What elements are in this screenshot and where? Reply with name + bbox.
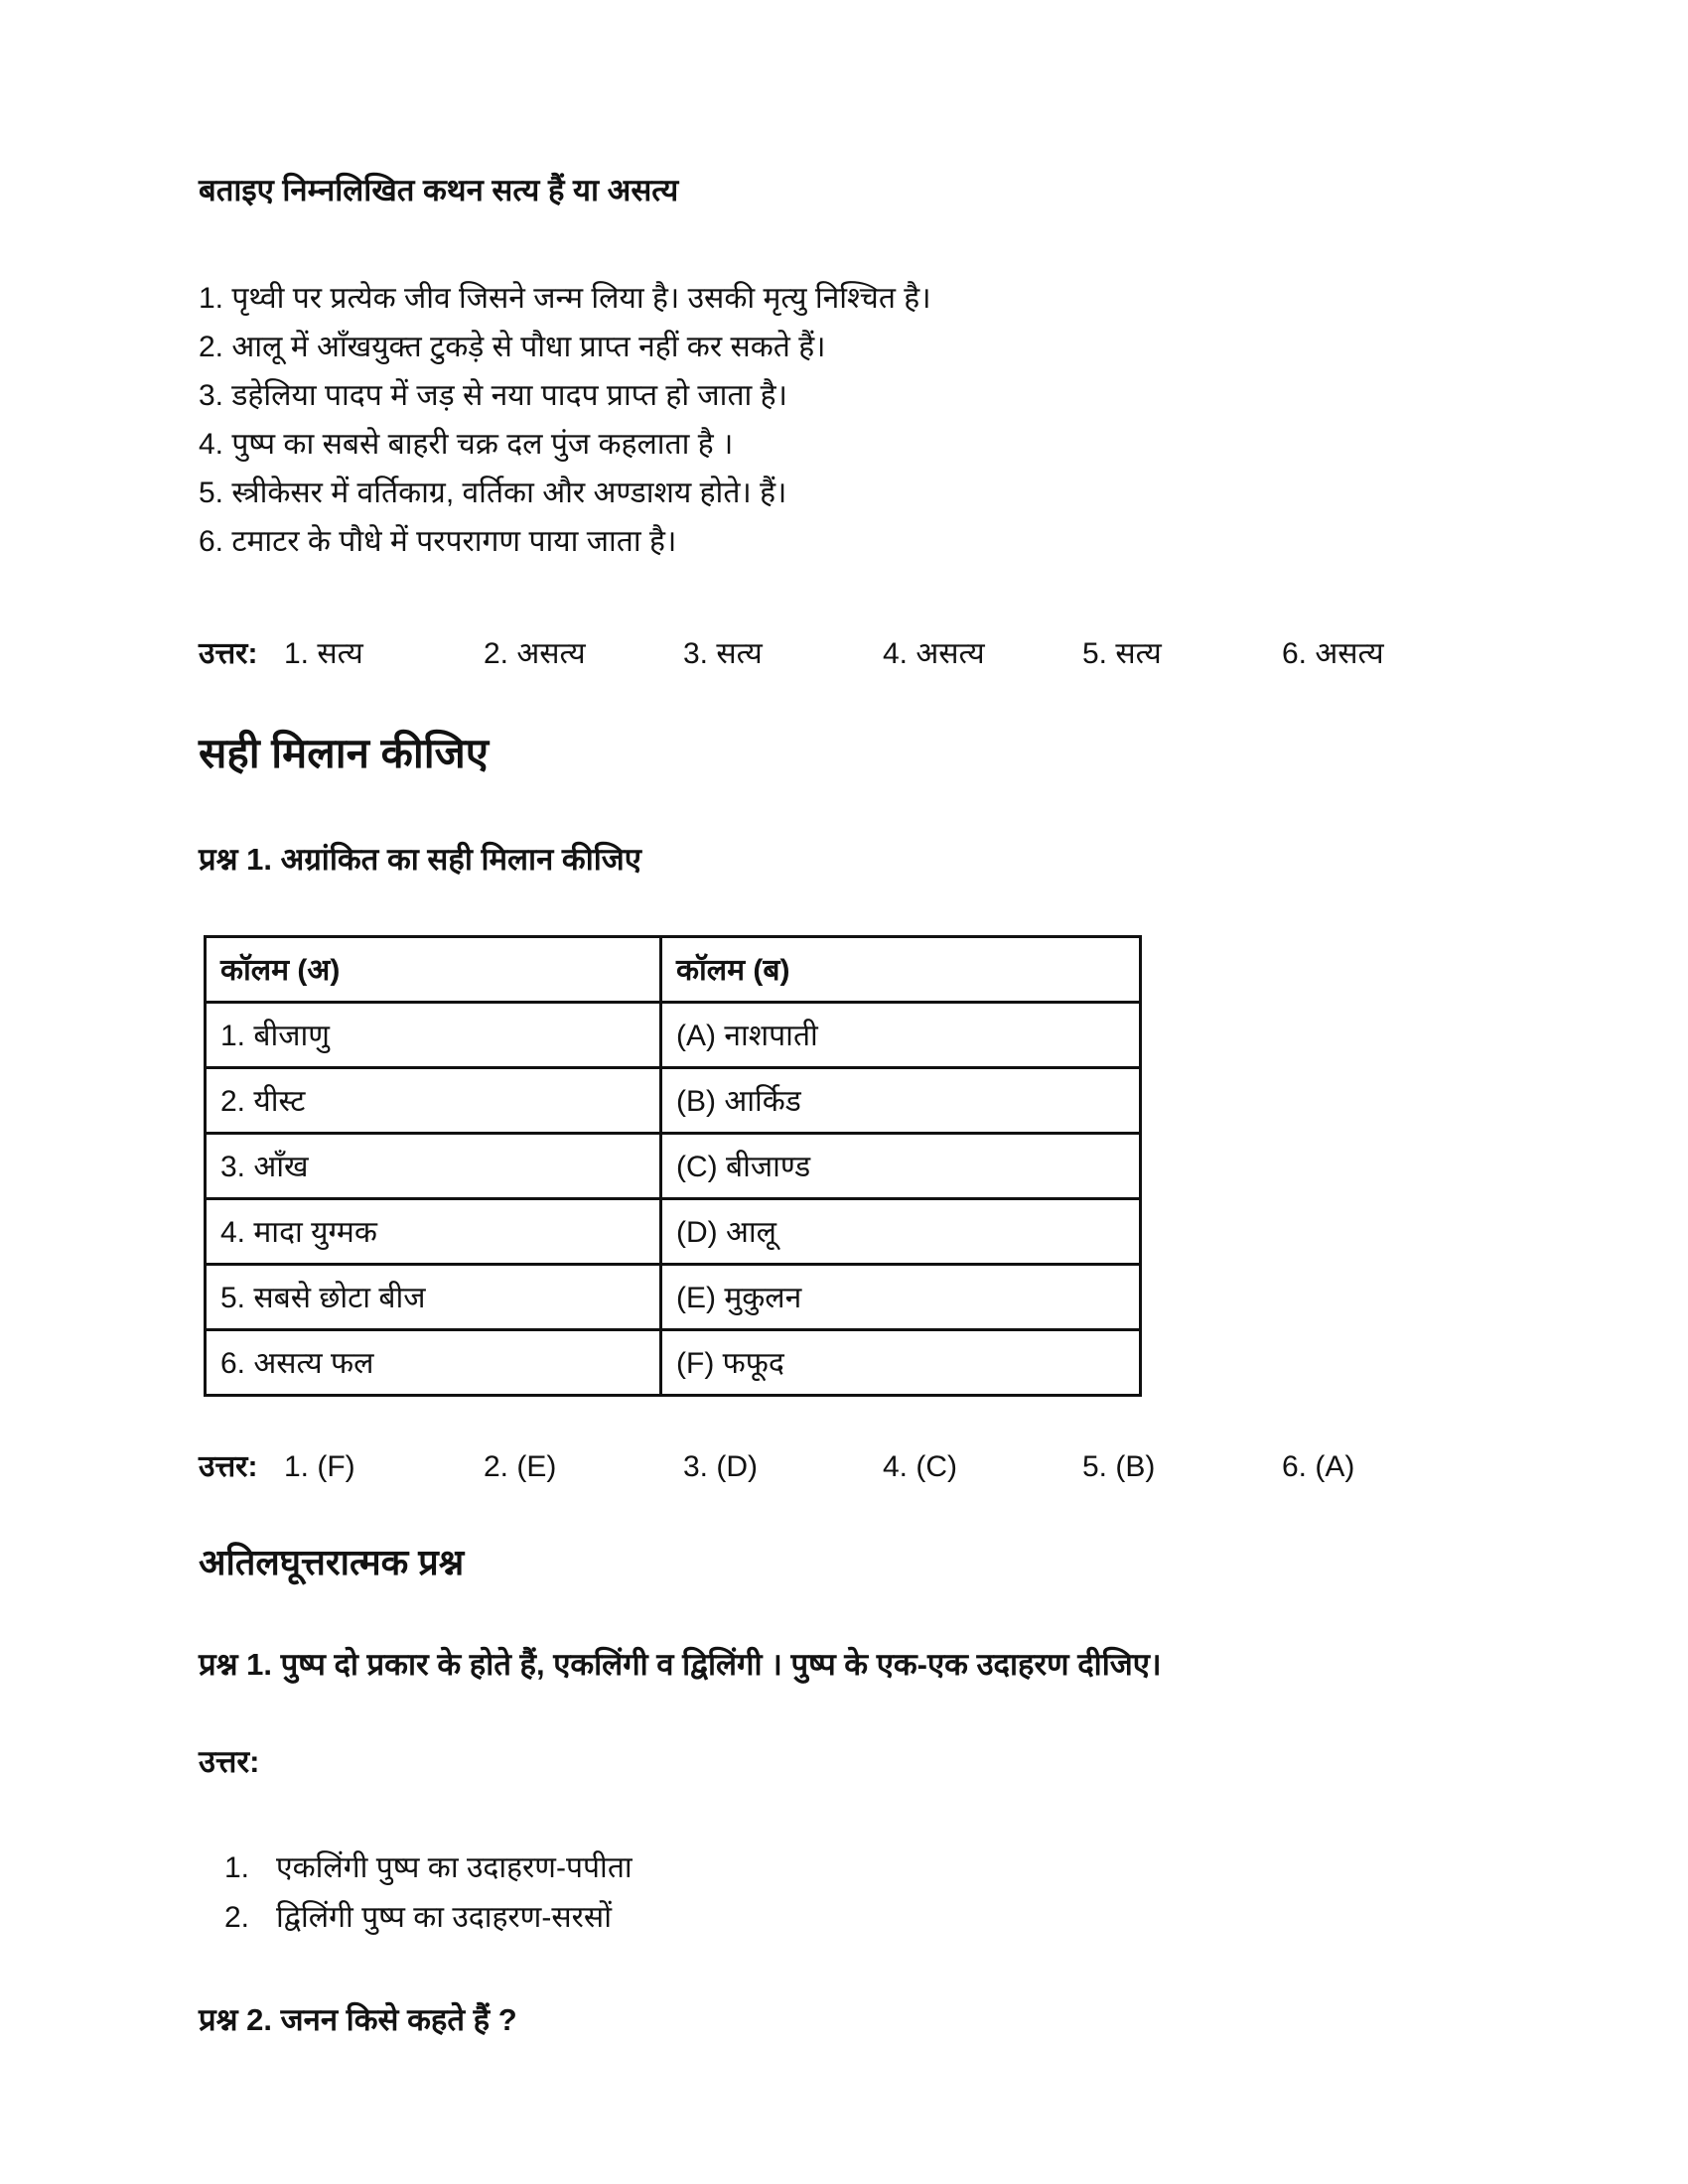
true-false-answers-row — [199, 631, 1479, 672]
matching-table — [204, 935, 1142, 1397]
answer-item: 4. असत्य — [883, 637, 985, 670]
table-cell: (D) आलू — [661, 1199, 1141, 1265]
statement-line: 1. पृथ्वी पर प्रत्येक जीव जिसने जन्म लिया है। उसकी मृत्यु निश्चित है। — [199, 282, 931, 315]
matching-answers-row — [199, 1444, 1479, 1485]
table-row — [206, 1330, 1141, 1396]
list-item-text: द्विलिंगी पुष्प का उदाहरण-सरसों — [276, 1901, 612, 1934]
true-false-statements — [199, 274, 1479, 566]
list-item — [224, 1893, 1479, 1943]
short-question-2: प्रश्न 2. जनन किसे कहते हैं ? — [199, 2002, 517, 2037]
statement-line: 2. आलू में आँखयुक्त टुकड़े से पौधा प्राप्त नहीं कर सकते हैं। — [199, 331, 826, 363]
table-row — [206, 1068, 1141, 1134]
table-row — [206, 1265, 1141, 1330]
statement-line: 4. पुष्प का सबसे बाहरी चक्र दल पुंज कहलाता है । — [199, 428, 734, 461]
table-header-column-b: कॉलम (ब) — [661, 937, 1141, 1003]
answer-item: 1. (F) — [284, 1450, 355, 1483]
table-row — [206, 1134, 1141, 1199]
table-cell: 2. यीस्ट — [206, 1068, 661, 1134]
answer-item: 6. असत्य — [1282, 637, 1384, 670]
answer-label: उत्तर: — [199, 1450, 258, 1483]
list-item-marker: 1. — [224, 1851, 250, 1884]
short-answer-list — [224, 1843, 1479, 1943]
answer-item: 3. सत्य — [683, 637, 763, 670]
table-cell: (E) मुकुलन — [661, 1265, 1141, 1330]
table-header-column-a: कॉलम (अ) — [206, 937, 661, 1003]
list-item-text: एकलिंगी पुष्प का उदाहरण-पपीता — [276, 1851, 633, 1884]
answer-item: 3. (D) — [683, 1450, 758, 1483]
table-row — [206, 1199, 1141, 1265]
list-item — [224, 1843, 1479, 1893]
table-cell: 1. बीजाणु — [206, 1003, 661, 1068]
answer-item: 2. (E) — [484, 1450, 557, 1483]
matching-heading: सही मिलान कीजिए — [199, 730, 489, 776]
table-cell: (F) फफूद — [661, 1330, 1141, 1396]
page-content — [199, 169, 1479, 2096]
answer-item: 2. असत्य — [484, 637, 586, 670]
table-cell: 6. असत्य फल — [206, 1330, 661, 1396]
answer-item: 6. (A) — [1282, 1450, 1355, 1483]
answer-item: 5. सत्य — [1082, 637, 1162, 670]
table-cell: (C) बीजाण्ड — [661, 1134, 1141, 1199]
statement-line: 3. डहेलिया पादप में जड़ से नया पादप प्राप्त हो जाता है। — [199, 379, 787, 412]
statement-line: 5. स्त्रीकेसर में वर्तिकाग्र, वर्तिका और अण्डाशय होते। हैं। — [199, 477, 787, 509]
true-false-heading: बताइए निम्नलिखित कथन सत्य हैं या असत्य — [199, 173, 679, 207]
answer-label: उत्तर: — [199, 637, 258, 670]
table-row — [206, 1003, 1141, 1068]
short-question-1: प्रश्न 1. पुष्प दो प्रकार के होते हैं, एकलिंगी व द्विलिंगी । पुष्प के एक-एक उदाहरण दीजिए। — [199, 1647, 1162, 1682]
answer-item: 4. (C) — [883, 1450, 957, 1483]
answer-item: 5. (B) — [1082, 1450, 1156, 1483]
table-header-row — [206, 937, 1141, 1003]
matching-question: प्रश्न 1. अग्रांकित का सही मिलान कीजिए — [199, 842, 641, 877]
table-cell: 3. आँख — [206, 1134, 661, 1199]
statement-line: 6. टमाटर के पौधे में परपरागण पाया जाता है। — [199, 525, 677, 558]
short-questions-heading: अतिलघूत्तरात्मक प्रश्न — [199, 1542, 465, 1582]
table-cell: 4. मादा युग्मक — [206, 1199, 661, 1265]
table-cell: 5. सबसे छोटा बीज — [206, 1265, 661, 1330]
answer-item: 1. सत्य — [284, 637, 363, 670]
table-cell: (A) नाशपाती — [661, 1003, 1141, 1068]
table-cell: (B) आर्किड — [661, 1068, 1141, 1134]
list-item-marker: 2. — [224, 1901, 250, 1934]
answer-label: उत्तर: — [199, 1744, 260, 1779]
